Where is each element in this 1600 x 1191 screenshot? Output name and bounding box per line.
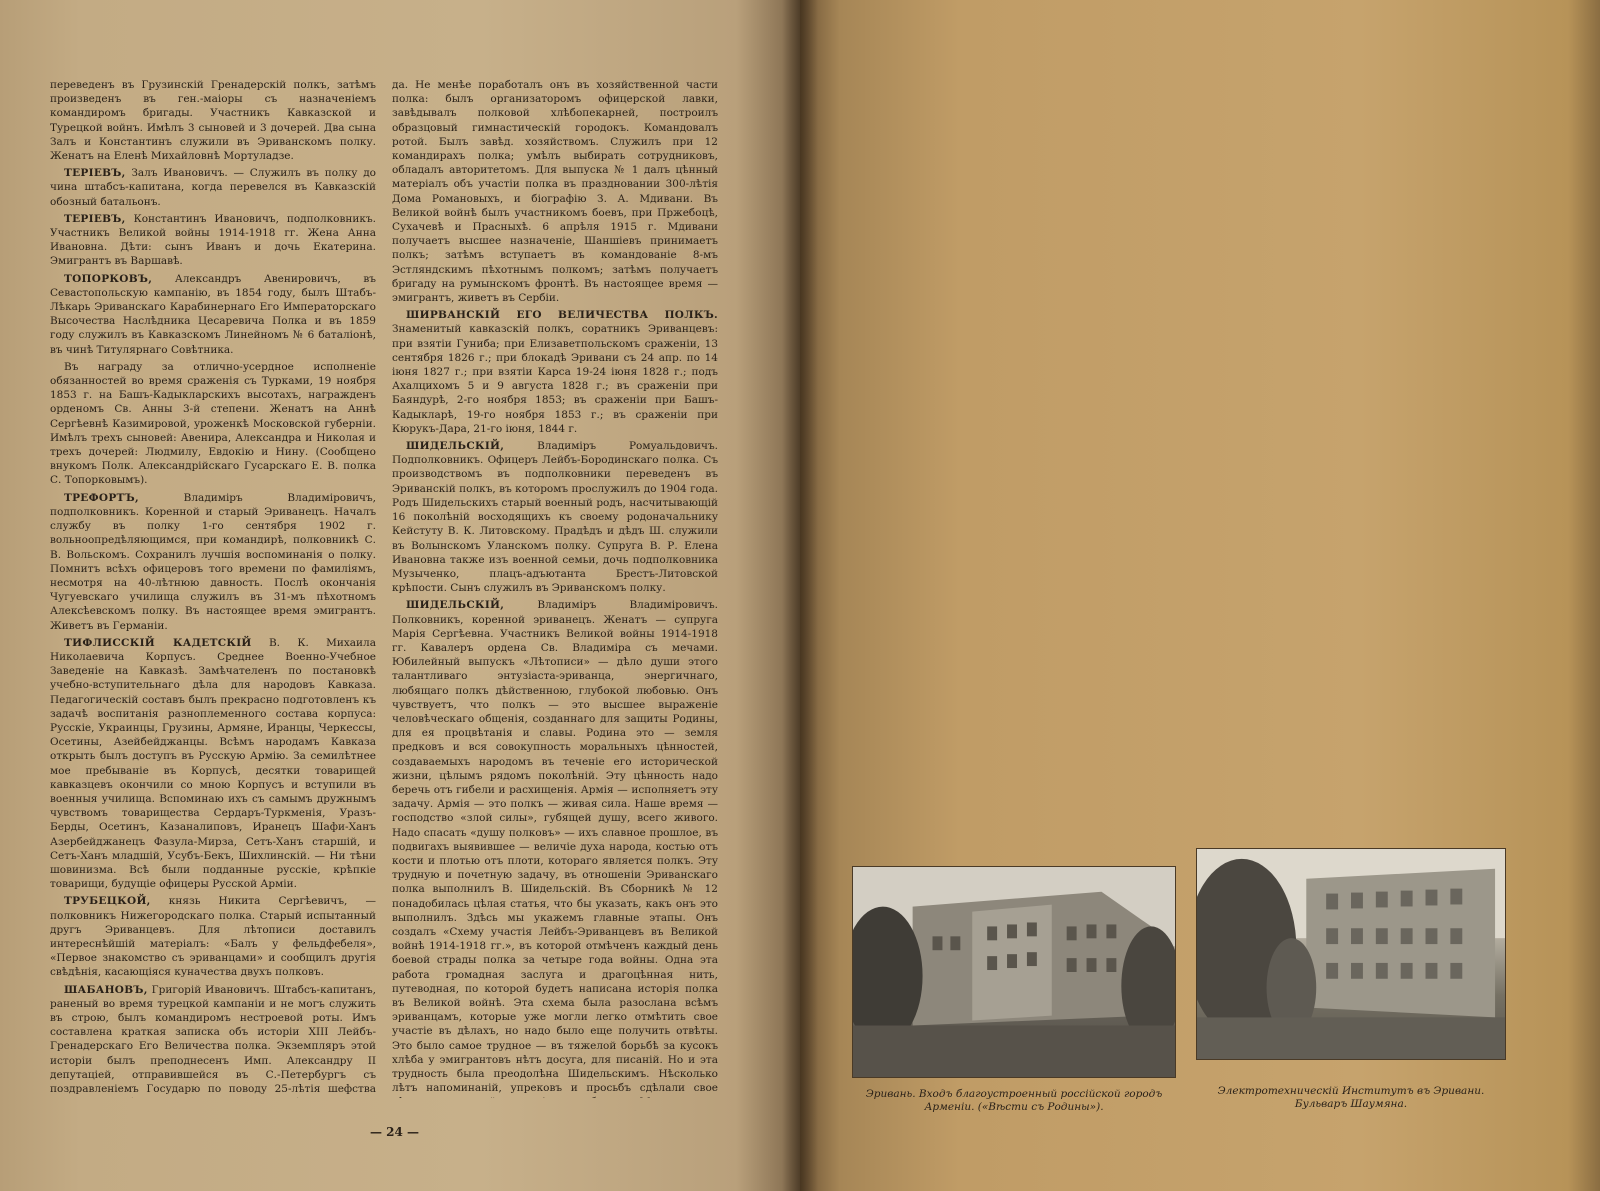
article-paragraph — [50, 491, 376, 633]
article-paragraph — [50, 166, 376, 209]
entry-heading: ТРУБЕЦКОЙ, — [64, 895, 151, 908]
entry-heading: ТОПОРКОВЪ, — [64, 272, 153, 285]
photo-caption-1: Эривань. Входъ благоустроенный россійской городъ Арменіи. («Вѣсти съ Родины»). — [865, 1088, 1163, 1113]
photo-erivan-building — [852, 866, 1176, 1078]
left-page-column-1 — [50, 78, 376, 1098]
article-paragraph — [392, 308, 718, 436]
entry-text: князь Никита Сергѣевичъ, — полковникъ Нижегородскаго полка. Старый испытанный другъ Эриванцевъ. Для лѣтописи доставилъ интереснѣйшій матеріалъ: «Балъ у фельдфебеля», «Первое знакомство съ эриванцами» и сообщилъ другія свѣдѣнія, касающіяся куначества двухъ полковъ. — [50, 895, 376, 979]
article-paragraph — [50, 272, 376, 357]
entry-heading: ТЕРІЕВЪ, — [64, 212, 126, 225]
page-number-left: — 24 — — [370, 1125, 420, 1139]
entry-heading: ШИДЕЛЬСКІЙ, — [406, 440, 505, 453]
entry-text: Въ награду за отлично-усердное исполненіе обязанностей во время сраженія съ Турками, 19 ноября 1853 г. на Башъ-Кадыкларскихъ высотахъ, награжденъ орденомъ Св. Анны 3-й степени. Женатъ на Аннѣ Сергѣевнѣ Казимировой, уроженкѣ Московской губерніи. Имѣлъ трехъ сыновей: Авенира, Александра и Николая и трехъ дочерей: Людмилу, Евдокію и Нину. (Сообщено внукомъ Полк. Александрійскаго Гусарскаго Е. В. полка С. Топорковымъ). — [50, 360, 376, 487]
article-paragraph — [392, 78, 718, 305]
entry-heading: ТЕРІЕВЪ, — [64, 167, 126, 180]
article-paragraph — [50, 636, 376, 892]
entry-heading: ШИРВАНСКІЙ ЕГО ВЕЛИЧЕСТВА ПОЛКЪ. — [406, 309, 718, 322]
photo-caption-2: Электротехническій Институтъ въ Эривани. Бульваръ Шаумяна. — [1217, 1085, 1485, 1110]
left-page-column-2 — [392, 78, 718, 1098]
entry-text: В. К. Михаила Николаевича Корпусъ. Среднее Военно-Учебное Заведеніе на Кавказѣ. Замѣчателенъ по постановкѣ учебно-вступительнаго дѣла для народовъ Кавказа. Педагогическій составъ былъ прекрасно подготовленъ къ задачѣ воспитанія разноплеменного состава корпуса: Русскіе, Украинцы, Грузины, Армяне, Иранцы, Черкессы, Осетины, Азейбейджанцы. Всѣмъ народамъ Кавказа открыть былъ доступъ въ Русскую Армію. За семилѣтнее мое пребываніе въ Корпусѣ, десятки товарищей кавказцевъ окончили со мною Корпусъ и вступили въ военныя училища. Вспоминаю ихъ съ самымъ дружнымъ чувствомъ товарищества Сердаръ-Туркменія, Уразъ-Берды, Осетинъ, Казаналиповъ, Иранецъ Шафи-Ханъ Азербейджанецъ Фазула-Мирза, Сетъ-Ханъ старшій, и Сетъ-Ханъ младшій, Усубъ-Бекъ, Шихлинскій. — Ни тѣни шовинизма. Всѣ были подданные русскіе, крѣпкіе товарищи, будущіе офицеры Русской Арміи. — [50, 636, 376, 891]
article-paragraph — [50, 360, 376, 488]
entry-text: Залъ Ивановичъ. — Служилъ въ полку до чина штабсъ-капитана, когда перевелся въ Кавказскій обозный батальонъ. — [50, 167, 376, 208]
photo-electrotechnical-institute — [1196, 848, 1506, 1060]
entry-text: Владиміръ Владиміровичъ. Полковникъ, коренной эриванецъ. Женатъ — супруга Марія Сергѣевна. Участникъ Великой войны 1914-1918 гг. Кавалеръ ордена Св. Владиміра съ мечами. Юбилейный выпускъ «Лѣтописи» — дѣло души этого талантливаго энтузіаста-эриванца, энергичнаго, любящаго полкъ дѣйственною, глубокой любовью. Онъ чувствуетъ, что полкъ — это высшее выраженіе человѣческаго общенія, созданнаго для защиты Родины, для ея процвѣтанія и славы. Родина это — земля предковъ и вся совокупность моральныхъ цѣнностей, создаваемыхъ народомъ въ теченіе его исторической жизни, цѣлымъ рядомъ поколѣній. Эту цѣнность надо беречь отъ гибели и расхищенія. Армія — исполняетъ эту задачу. Армія — это полкъ — живая сила. Наше время — господство «злой силы», губящей душу, всего живого. Надо спасать «душу полковъ» — ихъ славное прошлое, въ подвигахъ выявившее — величіе духа народа, костью отъ кости и плотью отъ плоти, котораго является полкъ. Эту трудную и почетную задачу, въ отношеніи Эриванскаго полка выполнилъ В. Шидельскій. Въ Сборникѣ № 12 понадобилась цѣлая статья, что бы указать, какъ онъ это выполнилъ. Здѣсь мы укажемъ главные этапы. Онъ создалъ «Схему участія Лейбъ-Эриванцевъ въ Великой войнѣ 1914-1918 гг.», въ которой отмѣченъ каждый день боевой страды полка за четыре года войны. Одна эта работа громадная заслуга и драгоцѣнная нить, путеводная, по которой будетъ написана исторія полка въ Великой войнѣ. Эта схема была разослана всѣмъ эриванцамъ, которые уже могли легко отмѣтить свое участіе въ дѣлахъ, но надо было еще получить отвѣты. Это было самое трудное — въ тяжелой борьбѣ за кусокъ хлѣба у эмигрантовъ нѣтъ досуга, для писаній. Но и эта трудность была преодолѣна Шидельскимъ. Нѣсколько лѣтъ напоминаній, упрековъ и просьбъ сдѣлали свое — [392, 599, 718, 1095]
article-paragraph — [50, 894, 376, 979]
entry-heading: ШИДЕЛЬСКІЙ, — [406, 599, 505, 612]
entry-heading: ШАБАНОВЪ, — [64, 983, 148, 996]
article-paragraph — [392, 598, 718, 1098]
article-paragraph — [392, 439, 718, 595]
entry-text: Владиміръ Ромуальдовичъ. Подполковникъ. Офицеръ Лейбъ-Бородинскаго полка. Съ производствомъ въ подполковники переведенъ въ Эриванскій полкъ, въ которомъ прослужилъ до 1904 года. Родъ Шидельскихъ старый военный родъ, насчитывающій 16 поколѣній восходящихъ къ своему родоначальнику Кейстуту В. К. Литовскому. Прадѣдъ и дѣдъ Ш. служили въ Волынскомъ Уланскомъ полку. Супруга В. Р. Елена Ивановна также изъ военной семьи, дочь подполковника Музыченко, плацъ-адъютанта Брестъ-Литовской крѣпости. Сынъ служилъ въ Эриванскомъ полку. — [392, 440, 718, 595]
entry-heading: ТРЕФОРТЪ, — [64, 491, 139, 504]
book-gutter-shadow — [782, 0, 818, 1191]
entry-text: да. Не менѣе поработалъ онъ въ хозяйственной части полка: былъ организаторомъ офицерской лавки, завѣдывалъ полковой хлѣбопекарней, построилъ образцовый гимнастическій городокъ. Командовалъ ротой. Былъ завѣд. хозяйствомъ. Служилъ при 12 командирахъ полка; умѣлъ выбирать сотрудниковъ, обладалъ авторитетомъ. Для выпуска № 1 далъ цѣнный матеріалъ объ участіи полка въ праздновании 300-лѣтія Дома Романовыхъ, и біографію З. А. Мдивани. Въ Великой войнѣ былъ участникомъ боевъ, при Пржебоцѣ, Сухачевѣ и Прасныхѣ. 6 апрѣля 1915 г. Мдивани получаетъ высшее назначеніе, Шаншіевъ принимаетъ полкъ; затѣмъ вступаетъ въ командованіе 8-мъ Эстляндскимъ пѣхотнымъ полкомъ; затѣмъ получаетъ бригаду на румынскомъ фронтѣ. Въ настоящее время — эмигрантъ, живетъ въ Сербіи. — [392, 79, 718, 305]
article-paragraph — [50, 212, 376, 269]
entry-text: Александръ Авенировичъ, въ Севастопольскую кампанію, въ 1854 году, былъ Штабъ-Лѣкарь Эриванскаго Карабинернаго Его Императорскаго Высочества Наслѣдника Цесаревича Полка и въ 1859 году служилъ въ Кавказскомъ Линейномъ № 6 баталіонѣ, въ чинѣ Титулярнаго Совѣтника. — [50, 272, 376, 356]
entry-text: Константинъ Ивановичъ, подполковникъ. Участникъ Великой войны 1914-1918 гг. Жена Анна Ивановна. Дѣти: сынъ Иванъ и дочь Екатерина. Эмигрантъ въ Варшавѣ. — [50, 212, 376, 268]
entry-heading: ТИФЛИССКІЙ КАДЕТСКІЙ — [64, 636, 252, 649]
entry-text: Знаменитый кавказскій полкъ, соратникъ Эриванцевъ: при взятіи Гуниба; при Елизаветпольскомъ сраженіи, 13 сентября 1826 г.; при блокадѣ Эривани съ 24 апр. по 14 іюня 1827 г.; при взятіи Карса 19-24 іюня 1828 г.; подъ Ахалцихомъ 5 и 9 августа 1828 г.; въ сраженіи при Баяндурѣ, 2-го ноября 1853; въ сраженіи при Башъ-Кадыкларѣ, 19-го ноября 1853 г.; въ сраженіи при Кюрукъ-Дара, 21-го іюня, 1844 г. — [392, 323, 718, 435]
article-paragraph — [50, 78, 376, 163]
entry-text: переведенъ въ Грузинскій Гренадерскій полкъ, затѣмъ произведенъ въ ген.-маіоры съ назначеніемъ командиромъ бригады. Участникъ Кавказской и Турецкой войнъ. Имѣлъ 3 сыновей и 3 дочерей. Два сына Залъ и Константинъ служили въ Эриванскомъ полку. Женатъ на Еленѣ Михайловнѣ Мортуладзе. — [50, 79, 376, 163]
entry-text: Владиміръ Владиміровичъ, подполковникъ. Коренной и старый Эриванецъ. Началъ службу въ полку 1-го сентября 1902 г. вольноопредѣляющимся, при командирѣ, полковникѣ С. В. Вольскомъ. Сохранилъ лучшія воспоминанія о полку. Помнитъ всѣхъ офицеровъ того времени по фамиліямъ, несмотря на 40-лѣтнюю давность. Послѣ окончанія Чугуевскаго училища служилъ въ 31-мъ пѣхотномъ Алексѣевскомъ полку. Въ настоящее время эмигрантъ. Живетъ въ Германіи. — [50, 491, 376, 632]
entry-text: Григорій Ивановичъ. Штабсъ-капитанъ, раненый во время турецкой кампаніи и не могъ служить въ строю, былъ командиромъ нестроевой роты. Имъ составлена краткая записка объ исторіи XIII Лейбъ-Гренадерскаго Его Величества полка. Экземпляръ этой исторіи былъ преподнесенъ Имп. Александру II депутаціей, отправившейся въ С.-Петербургъ съ поздравленіемъ Государю по поводу 25-лѣтія шефства — [50, 983, 376, 1096]
article-paragraph — [50, 983, 376, 1098]
